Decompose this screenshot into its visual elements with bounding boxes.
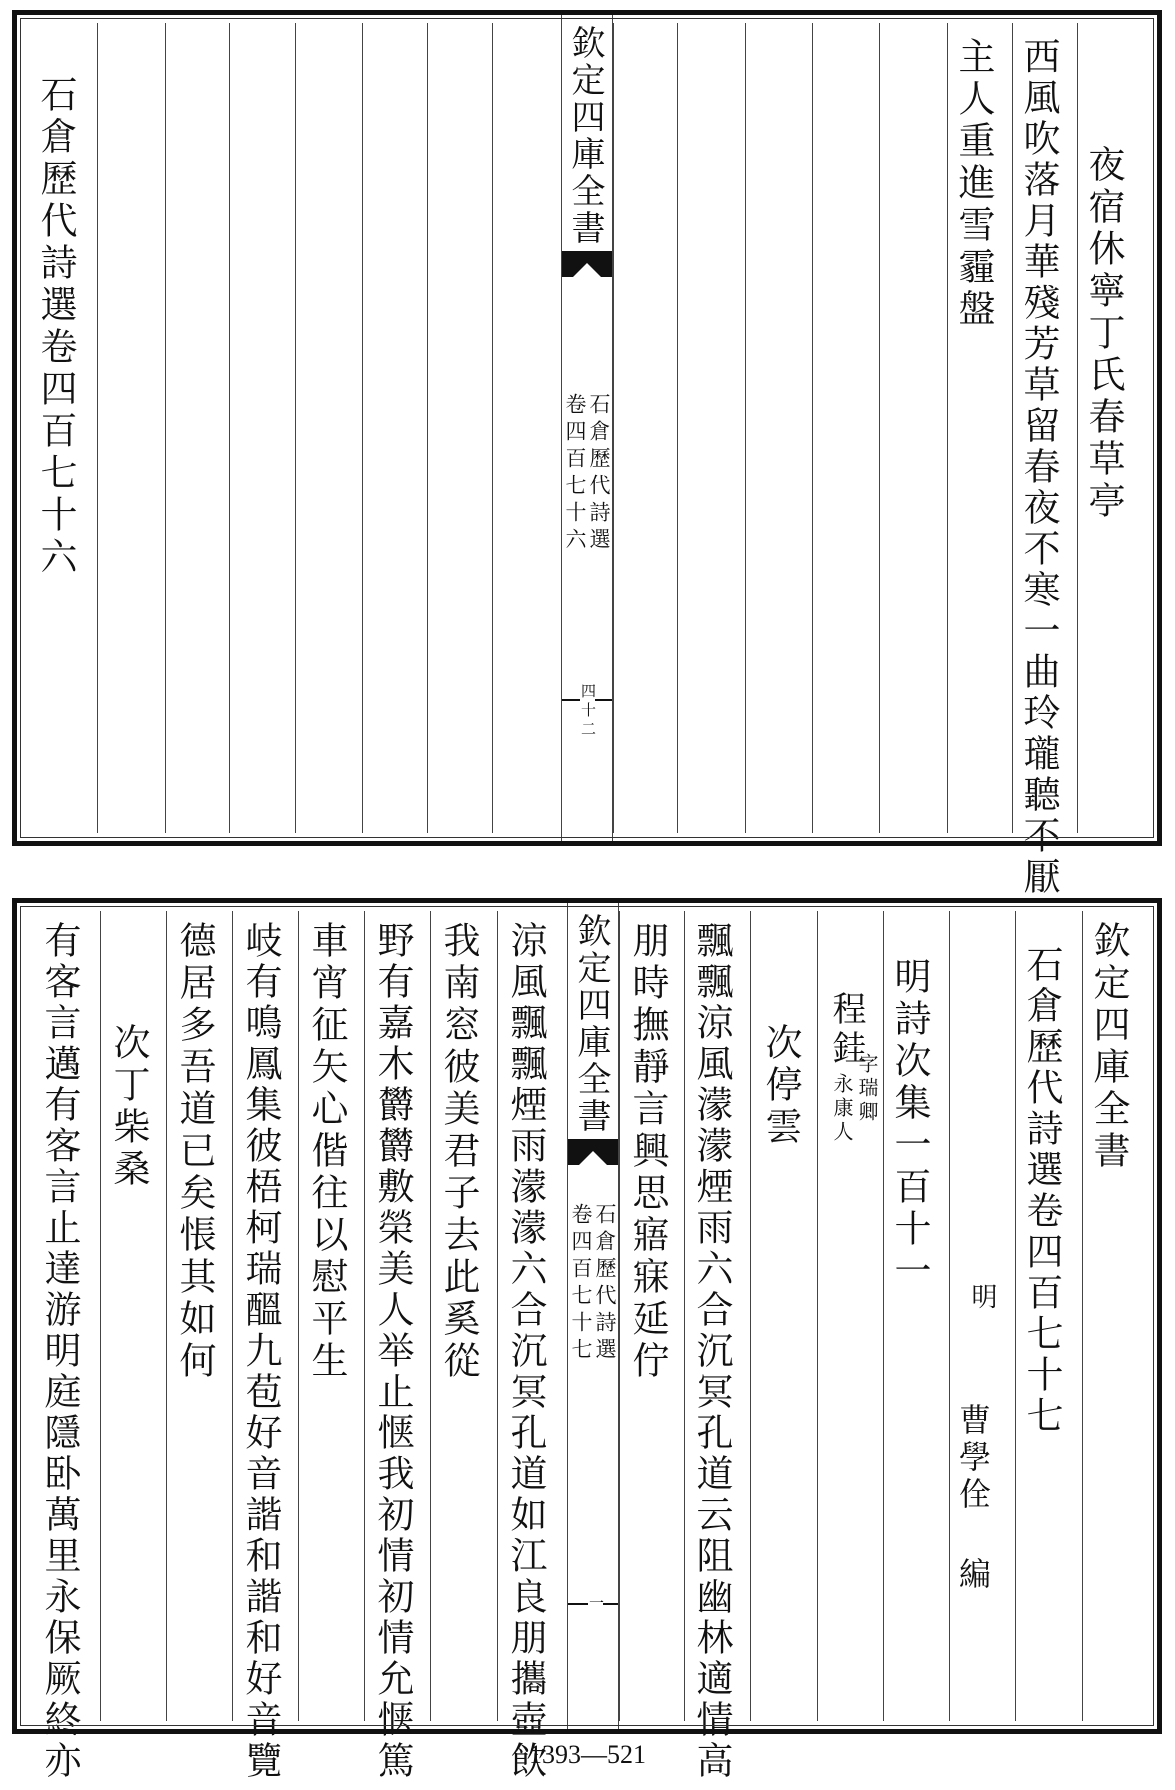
top-page: [12, 10, 1162, 898]
column-rule: [430, 911, 431, 1721]
column-rule: [364, 911, 365, 1721]
closing-title: 石倉歷代詩選卷四百七十六: [34, 75, 77, 579]
author-note: 永康人: [830, 1073, 854, 1145]
column-rule: [745, 23, 746, 833]
header-title: 欽定四庫全書: [1087, 921, 1130, 1173]
heart-title: 欽定四庫全書: [565, 25, 605, 247]
book-title: 石倉歷代詩選卷四百七十七: [1020, 945, 1063, 1437]
column-rule: [229, 23, 230, 833]
poem-line: 朋時撫靜言興思寤寐延佇: [626, 921, 669, 1383]
column-rule: [817, 911, 818, 1721]
column-rule: [1012, 23, 1013, 833]
column-rule: [947, 23, 948, 833]
heart-leaf: 一: [587, 1595, 605, 1614]
section-title: 明詩次集一百十一: [888, 957, 931, 1293]
column-rule: [232, 911, 233, 1721]
heart-volume: 卷四百七十六: [563, 393, 587, 555]
page-heart: [561, 15, 613, 841]
text-line: 西風吹落月華殘芳草留春夜不寒一曲玲瓏聽不厭: [1017, 37, 1060, 898]
column-rule: [295, 23, 296, 833]
column-rule: [677, 23, 678, 833]
poem-line: 我南窓彼美君子去此奚從: [437, 921, 480, 1383]
column-rule: [100, 911, 101, 1721]
poem-line: 岐有鳴鳳集彼梧柯瑞醞九苞好音諧和諧和好音覽: [239, 921, 282, 1782]
column-rule: [298, 911, 299, 1721]
heart-title: 欽定四庫全書: [571, 913, 611, 1135]
poem-line: 德居多吾道已矣悵其如何: [173, 921, 216, 1383]
column-rule: [97, 23, 98, 833]
column-rule: [613, 23, 614, 833]
author-name: 程銈: [826, 991, 866, 1069]
footer-page-number: 1393—521: [529, 1740, 646, 1769]
heart-volume: 卷四百七十七: [569, 1203, 593, 1365]
column-rule: [1082, 911, 1083, 1721]
text-line: 主人重進雪霾盤: [952, 37, 995, 331]
poem-title: 次丁柴桑: [107, 1023, 150, 1191]
column-rule: [166, 911, 167, 1721]
fish-tail-mark: [568, 1139, 618, 1165]
author-note: 字瑞卿: [855, 1053, 879, 1125]
poem-title: 次停雲: [759, 1023, 802, 1149]
poem-line: 有客言邁有客言止達游明庭隱卧萬里永保厥終亦: [38, 921, 81, 1782]
column-rule: [619, 911, 620, 1721]
column-rule: [427, 23, 428, 833]
poem-line: 飄飄涼風濛濛煙雨六合沉冥孔道云阻幽林適情高: [690, 921, 733, 1782]
column-rule: [1015, 911, 1016, 1721]
heart-book: 石倉歷代詩選: [593, 1203, 617, 1365]
heart-leaf: 四十二: [579, 683, 597, 740]
poem-title: 夜宿休寧丁氏春草亭: [1082, 145, 1125, 523]
column-rule: [879, 23, 880, 833]
column-rule: [684, 911, 685, 1721]
column-rule: [949, 911, 950, 1721]
column-rule: [1077, 23, 1078, 833]
column-rule: [492, 23, 493, 833]
column-rule: [750, 911, 751, 1721]
compiler-dynasty: 明: [967, 1283, 997, 1315]
column-rule: [883, 911, 884, 1721]
poem-line: 涼風飄飄煙雨濛濛六合沉冥孔道如江良朋攜壺飲: [504, 921, 547, 1782]
heart-book: 石倉歷代詩選: [587, 393, 611, 555]
poem-line: 車宵征矢心偕往以慰平生: [305, 921, 348, 1383]
fish-tail-mark: [562, 251, 612, 277]
compiler-name: 曹學佺 編: [954, 1403, 992, 1594]
column-rule: [362, 23, 363, 833]
page-heart: [567, 903, 619, 1729]
column-rule: [165, 23, 166, 833]
column-rule: [812, 23, 813, 833]
poem-line: 野有嘉木欝欝敷榮美人举止惬我初情初情允惬篤: [371, 921, 414, 1782]
column-rule: [497, 911, 498, 1721]
